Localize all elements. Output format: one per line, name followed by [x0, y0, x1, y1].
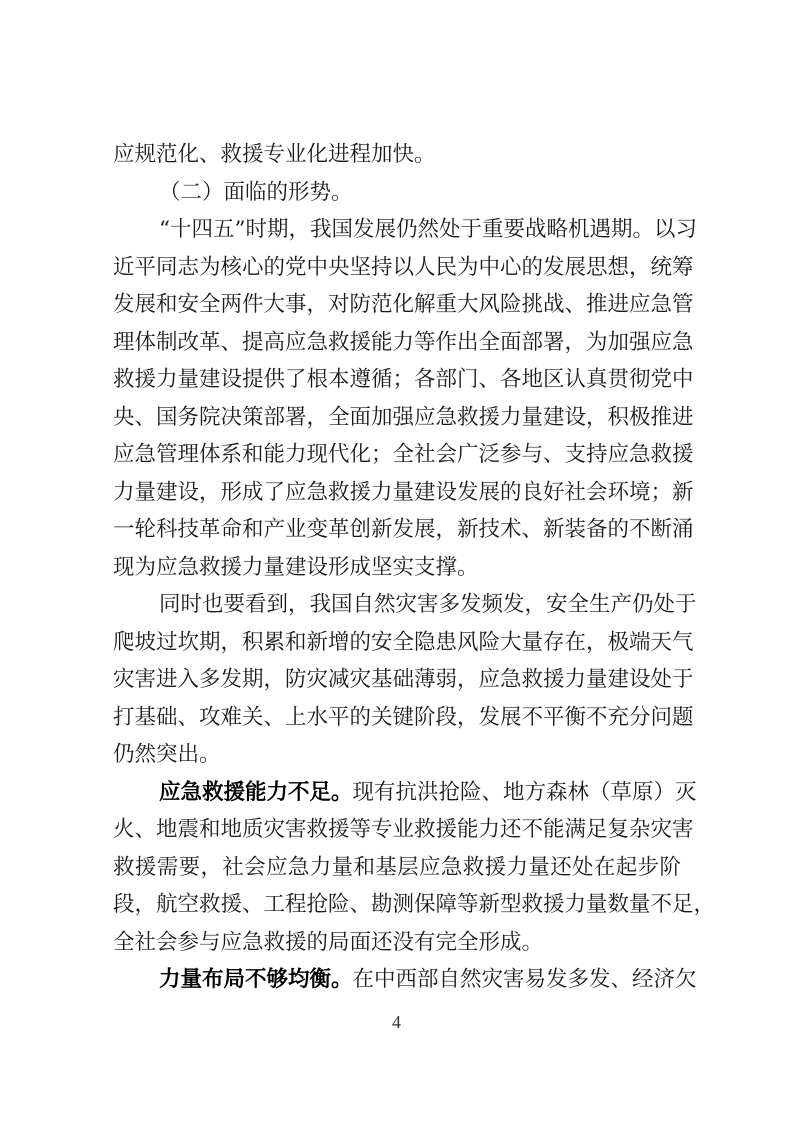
- text-line: 近平同志为核心的党中央坚持以人民为中心的发展思想，统筹: [113, 254, 694, 280]
- paragraph-start: 同时也要看到，我国自然灾害多发频发，安全生产仍处于: [159, 592, 697, 617]
- paragraph-start: [113, 774, 697, 812]
- text-line: 全社会参与应急救援的局面还没有完全形成。: [113, 929, 544, 955]
- text-line: 爬坡过坎期，积累和新增的安全隐患风险大量存在，极端天气: [113, 629, 694, 655]
- text-line: 一轮科技革命和产业变革创新发展，新技术、新装备的不断涌: [113, 517, 694, 542]
- text-line: 理体制改革、提高应急救援能力等作出全面部署，为加强应急: [113, 329, 694, 355]
- text-line: 应急管理体系和能力现代化；全社会广泛参与、支持应急救援: [113, 442, 694, 467]
- text-line: 救援需要，社会应急力量和基层应急救援力量还处在起步阶: [113, 854, 681, 880]
- text-run: 在中西部自然灾害易发多发、经济欠: [352, 967, 697, 992]
- bold-lead-phrase: 应急救援能力不足。: [159, 779, 353, 805]
- text-line: 救援力量建设提供了根本遵循；各部门、各地区认真贯彻党中: [113, 367, 694, 392]
- text-line: 仍然突出。: [113, 742, 221, 767]
- paragraph-start: “十四五”时期，我国发展仍然处于重要战略机遇期。以习: [159, 217, 697, 242]
- text-line: 打基础、攻难关、上水平的关键阶段，发展不平衡不充分问题: [113, 704, 694, 730]
- text-line: 灾害进入多发期，防灾减灾基础薄弱，应急救援力量建设处于: [113, 667, 694, 692]
- text-line: 段，航空救援、工程抢险、勘测保障等新型救援力量数量不足，: [113, 892, 716, 917]
- bold-lead-phrase: 力量布局不够均衡。: [159, 967, 353, 992]
- text-line: 火、地震和地质灾害救援等专业救援能力还不能满足复杂灾害: [113, 817, 694, 842]
- text-line: 应规范化、救援专业化进程加快。: [113, 142, 436, 167]
- text-line: 现为应急救援力量建设形成坚实支撑。: [113, 554, 479, 580]
- page-number: 4: [392, 1012, 401, 1032]
- text-line: 发展和安全两件大事，对防范化解重大风险挑战、推进应急管: [113, 292, 694, 317]
- text-line: 央、国务院决策部署，全面加强应急救援力量建设，积极推进: [113, 404, 694, 430]
- body-text: [113, 136, 716, 999]
- section-heading: （二）面临的形势。: [159, 179, 353, 205]
- paragraph-start: [113, 961, 697, 999]
- text-line: 力量建设，形成了应急救援力量建设发展的良好社会环境；新: [113, 479, 694, 505]
- text-run: 现有抗洪抢险、地方森林（草原）灭: [352, 779, 697, 805]
